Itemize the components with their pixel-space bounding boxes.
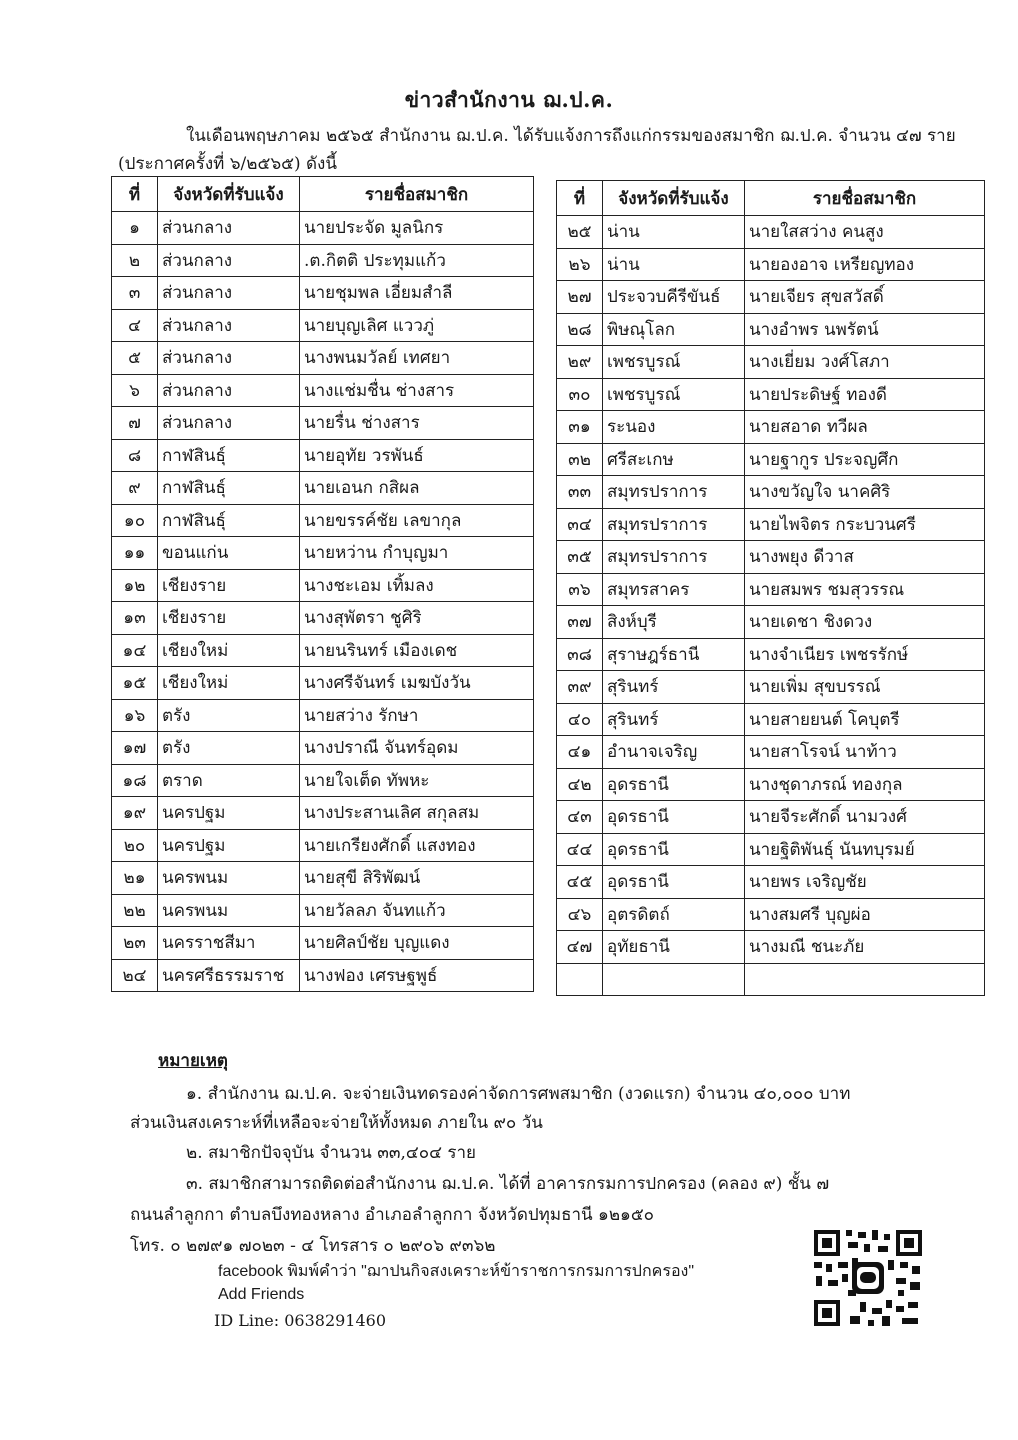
row-number: ๓๙ <box>557 671 603 704</box>
row-number: ๒ <box>112 244 158 277</box>
table-row <box>112 309 534 342</box>
table-row <box>557 931 985 964</box>
row-number: ๒๙ <box>557 346 603 379</box>
table-row <box>112 439 534 472</box>
row-number: ๙ <box>112 472 158 505</box>
row-member-name: นางประสานเลิศ สกุลสม <box>300 797 534 830</box>
row-member-name: นายเอนก กสิผล <box>300 472 534 505</box>
row-number: ๔๖ <box>557 898 603 931</box>
qr-code-icon <box>812 1228 924 1328</box>
row-member-name: นายวัลลภ จันทแก้ว <box>300 894 534 927</box>
table-row <box>112 374 534 407</box>
row-province: นครปฐม <box>158 829 300 862</box>
row-number: ๓๕ <box>557 541 603 574</box>
row-province: ระนอง <box>603 411 745 444</box>
row-member-name: นายสาโรจน์ นาท้าว <box>745 736 985 769</box>
row-number: ๑๗ <box>112 732 158 765</box>
table-row <box>112 569 534 602</box>
row-number: ๗ <box>112 407 158 440</box>
row-province: นครพนม <box>158 894 300 927</box>
table-row <box>112 244 534 277</box>
table-row <box>557 833 985 866</box>
row-number: ๒๒ <box>112 894 158 927</box>
row-province: ศรีสะเกษ <box>603 443 745 476</box>
table-row <box>112 342 534 375</box>
row-member-name: นายฐิติพันธุ์ นันทบุรมย์ <box>745 833 985 866</box>
row-member-name: นายใจเต็ด ทัพหะ <box>300 764 534 797</box>
row-member-name: นางพยุง ดีวาส <box>745 541 985 574</box>
row-number: ๒๔ <box>112 959 158 992</box>
add-friends-text: Add Friends <box>218 1286 305 1303</box>
table-row <box>112 504 534 537</box>
table-row <box>112 472 534 505</box>
row-province: นครปฐม <box>158 797 300 830</box>
table-row <box>557 703 985 736</box>
row-number: ๒๓ <box>112 927 158 960</box>
table-row <box>557 541 985 574</box>
row-member-name: นายสมพร ชมสุวรรณ <box>745 573 985 606</box>
row-province: เชียงใหม่ <box>158 634 300 667</box>
row-member-name: นางอำพร นพรัตน์ <box>745 313 985 346</box>
table-row <box>557 898 985 931</box>
row-number: ๒๐ <box>112 829 158 862</box>
row-province: สุรินทร์ <box>603 671 745 704</box>
phone-fax: โทร. ๐ ๒๗๙๑ ๗๐๒๓ - ๔ โทรสาร ๐ ๒๙๐๖ ๙๓๖๒ <box>130 1236 496 1256</box>
row-member-name: นายขรรค์ชัย เลขากุล <box>300 504 534 537</box>
table-row <box>112 407 534 440</box>
row-number: ๓๓ <box>557 476 603 509</box>
table-row <box>557 216 985 249</box>
row-member-name: นางฟอง เศรษฐพูธ์ <box>300 959 534 992</box>
row-province: ส่วนกลาง <box>158 342 300 375</box>
row-member-name: นางสุพัตรา ชูศิริ <box>300 602 534 635</box>
note-2: ๒. สมาชิกปัจจุบัน จำนวน ๓๓,๔๐๔ ราย <box>186 1143 476 1163</box>
row-member-name: นางจำเนียร เพชรรักษ์ <box>745 638 985 671</box>
header-no: ที่ <box>112 177 158 212</box>
row-member-name: นางสมศรี บุญผ่อ <box>745 898 985 931</box>
row-province: เชียงราย <box>158 602 300 635</box>
table-row <box>557 963 985 996</box>
row-province: อุตรดิตถ์ <box>603 898 745 931</box>
row-number: ๔๒ <box>557 768 603 801</box>
row-member-name: นายประจัด มูลนิกร <box>300 212 534 245</box>
row-number: ๑๒ <box>112 569 158 602</box>
row-province: อำนาจเจริญ <box>603 736 745 769</box>
row-member-name: นายประดิษฐ์ ทองดี <box>745 378 985 411</box>
row-province: ประจวบคีรีขันธ์ <box>603 281 745 314</box>
table-row <box>557 638 985 671</box>
row-member-name: นายบุญเลิศ แววภู่ <box>300 309 534 342</box>
row-province: เพชรบูรณ์ <box>603 346 745 379</box>
row-province <box>603 963 745 996</box>
row-number: ๑ <box>112 212 158 245</box>
row-number: ๑๐ <box>112 504 158 537</box>
table-row <box>112 699 534 732</box>
row-member-name: นายพร เจริญชัย <box>745 866 985 899</box>
table-row <box>557 606 985 639</box>
row-member-name: นางพนมวัลย์ เทศยา <box>300 342 534 375</box>
row-number: ๒๘ <box>557 313 603 346</box>
table-row <box>112 959 534 992</box>
table-row <box>112 829 534 862</box>
row-number: ๓๖ <box>557 573 603 606</box>
row-province: อุทัยธานี <box>603 931 745 964</box>
row-number: ๑๑ <box>112 537 158 570</box>
row-number: ๑๘ <box>112 764 158 797</box>
table-row <box>557 313 985 346</box>
table-row <box>557 573 985 606</box>
row-member-name <box>745 963 985 996</box>
row-province: ส่วนกลาง <box>158 277 300 310</box>
row-member-name: นายไพจิตร กระบวนศรี <box>745 508 985 541</box>
row-number: ๔๐ <box>557 703 603 736</box>
row-province: ตรัง <box>158 732 300 765</box>
row-province: อุดรธานี <box>603 833 745 866</box>
note-1-line-1: ๑. สำนักงาน ฌ.ป.ค. จะจ่ายเงินทดรองค่าจัดการศพสมาชิก (งวดแรก) จำนวน ๔๐,๐๐๐ บาท <box>186 1084 851 1104</box>
row-member-name: นายสุขี สิริพัฒน์ <box>300 862 534 895</box>
row-number: ๓ <box>112 277 158 310</box>
table-row <box>112 537 534 570</box>
page-title: ข่าวสำนักงาน ฌ.ป.ค. <box>404 87 614 112</box>
table-header-row <box>112 177 534 212</box>
table-row <box>112 797 534 830</box>
row-member-name: นายเกรียงศักดิ์ แสงทอง <box>300 829 534 862</box>
table-row <box>557 443 985 476</box>
row-number: ๒๗ <box>557 281 603 314</box>
row-member-name: นายศิลป์ชัย บุญแดง <box>300 927 534 960</box>
row-number: ๔๗ <box>557 931 603 964</box>
row-number: ๓๗ <box>557 606 603 639</box>
row-number: ๑๖ <box>112 699 158 732</box>
row-member-name: นางเยี่ยม วงศ์โสภา <box>745 346 985 379</box>
header-name: รายชื่อสมาชิก <box>745 181 985 216</box>
table-row <box>557 768 985 801</box>
row-province: นครพนม <box>158 862 300 895</box>
row-member-name: นายสอาด ทวีผล <box>745 411 985 444</box>
table-row <box>112 634 534 667</box>
row-number: ๒๕ <box>557 216 603 249</box>
row-province: ส่วนกลาง <box>158 407 300 440</box>
row-member-name: นางขวัญใจ นาคศิริ <box>745 476 985 509</box>
row-number: ๒๑ <box>112 862 158 895</box>
row-province: กาฬสินธุ์ <box>158 472 300 505</box>
table-row <box>112 212 534 245</box>
table-row <box>557 346 985 379</box>
row-province: อุดรธานี <box>603 866 745 899</box>
members-table-right <box>556 180 985 996</box>
note-1-line-2: ส่วนเงินสงเคราะห์ที่เหลือจะจ่ายให้ทั้งหมด ภายใน ๙๐ วัน <box>130 1113 543 1133</box>
row-province: สิงห์บุรี <box>603 606 745 639</box>
row-province: สุรินทร์ <box>603 703 745 736</box>
row-member-name: นายเพิ่ม สุขบรรณ์ <box>745 671 985 704</box>
row-number: ๓๑ <box>557 411 603 444</box>
table-row <box>557 508 985 541</box>
row-number: ๓๒ <box>557 443 603 476</box>
table-row <box>557 476 985 509</box>
row-number: ๒๖ <box>557 248 603 281</box>
header-no: ที่ <box>557 181 603 216</box>
row-member-name: นางชุดาภรณ์ ทองกุล <box>745 768 985 801</box>
notes-heading: หมายเหตุ <box>158 1051 228 1071</box>
header-name: รายชื่อสมาชิก <box>300 177 534 212</box>
row-member-name: นางชะเอม เทิ้มลง <box>300 569 534 602</box>
row-number: ๔ <box>112 309 158 342</box>
table-row <box>112 277 534 310</box>
row-province: สมุทรปราการ <box>603 508 745 541</box>
note-3-line-2: ถนนลำลูกกา ตำบลบึงทองหลาง อำเภอลำลูกกา จังหวัดปทุมธานี ๑๒๑๕๐ <box>130 1205 655 1225</box>
row-member-name: นางแช่มชื่น ช่างสาร <box>300 374 534 407</box>
row-member-name: นายรื่น ช่างสาร <box>300 407 534 440</box>
table-row <box>557 281 985 314</box>
header-province: จังหวัดที่รับแจ้ง <box>603 181 745 216</box>
row-member-name: นายหว่าน กำบุญมา <box>300 537 534 570</box>
table-row <box>557 248 985 281</box>
table-row <box>112 602 534 635</box>
row-member-name: นายอุทัย วรพันธ์ <box>300 439 534 472</box>
row-number: ๔๑ <box>557 736 603 769</box>
row-member-name: .ต.กิตติ ประทุมแก้ว <box>300 244 534 277</box>
line-id: ID Line: 0638291460 <box>214 1311 387 1330</box>
row-province: เชียงราย <box>158 569 300 602</box>
row-member-name: นางศรีจันทร์ เมฆบังวัน <box>300 667 534 700</box>
row-province: ตราด <box>158 764 300 797</box>
row-number <box>557 963 603 996</box>
table-row <box>557 671 985 704</box>
row-number: ๑๙ <box>112 797 158 830</box>
row-member-name: นายจีระศักดิ์ นามวงศ์ <box>745 801 985 834</box>
row-province: ส่วนกลาง <box>158 374 300 407</box>
row-number: ๑๕ <box>112 667 158 700</box>
facebook-info: facebook พิมพ์คำว่า "ฌาปนกิจสงเคราะห์ข้าราชการกรมการปกครอง" <box>218 1263 695 1280</box>
table-row <box>557 801 985 834</box>
row-number: ๑๓ <box>112 602 158 635</box>
row-province: เพชรบูรณ์ <box>603 378 745 411</box>
table-row <box>557 736 985 769</box>
row-number: ๓๐ <box>557 378 603 411</box>
intro-line-1: ในเดือนพฤษภาคม ๒๕๖๕ สำนักงาน ฌ.ป.ค. ได้รับแจ้งการถึงแก่กรรมของสมาชิก ฌ.ป.ค. จำนวน ๔๗ ราย <box>186 126 956 146</box>
row-number: ๓๘ <box>557 638 603 671</box>
row-province: น่าน <box>603 216 745 249</box>
row-province: ตรัง <box>158 699 300 732</box>
row-province: นครศรีธรรมราช <box>158 959 300 992</box>
table-row <box>112 862 534 895</box>
table-row <box>112 894 534 927</box>
row-number: ๓๔ <box>557 508 603 541</box>
table-row <box>112 927 534 960</box>
row-province: น่าน <box>603 248 745 281</box>
row-province: เชียงใหม่ <box>158 667 300 700</box>
row-province: พิษณุโลก <box>603 313 745 346</box>
row-province: กาฬสินธุ์ <box>158 439 300 472</box>
table-row <box>557 378 985 411</box>
row-member-name: นายฐากูร ประจญศึก <box>745 443 985 476</box>
row-province: ขอนแก่น <box>158 537 300 570</box>
row-member-name: นายองอาจ เหรียญทอง <box>745 248 985 281</box>
table-row <box>557 866 985 899</box>
row-province: ส่วนกลาง <box>158 309 300 342</box>
row-member-name: นายชุมพล เอี่ยมสำลี <box>300 277 534 310</box>
row-member-name: นายนรินทร์ เมืองเดช <box>300 634 534 667</box>
row-number: ๔๕ <box>557 866 603 899</box>
row-province: นครราชสีมา <box>158 927 300 960</box>
row-province: กาฬสินธุ์ <box>158 504 300 537</box>
row-province: สุราษฎร์ธานี <box>603 638 745 671</box>
members-table-left <box>111 176 534 992</box>
table-row <box>112 667 534 700</box>
row-number: ๘ <box>112 439 158 472</box>
row-province: ส่วนกลาง <box>158 212 300 245</box>
row-number: ๕ <box>112 342 158 375</box>
row-member-name: นายเจียร สุขสวัสดิ์ <box>745 281 985 314</box>
table-header-row <box>557 181 985 216</box>
row-province: อุดรธานี <box>603 768 745 801</box>
header-province: จังหวัดที่รับแจ้ง <box>158 177 300 212</box>
intro-line-2: (ประกาศครั้งที่ ๖/๒๕๖๕) ดังนี้ <box>118 154 337 174</box>
table-row <box>112 764 534 797</box>
row-member-name: นายสายยนต์ โคบุตรี <box>745 703 985 736</box>
row-member-name: นายสว่าง รักษา <box>300 699 534 732</box>
note-3-line-1: ๓. สมาชิกสามารถติดต่อสำนักงาน ฌ.ป.ค. ได้ที่ อาคารกรมการปกครอง (คลอง ๙) ชั้น ๗ <box>186 1174 830 1194</box>
table-row <box>557 411 985 444</box>
row-member-name: นางปราณี จันทร์อุดม <box>300 732 534 765</box>
table-row <box>112 732 534 765</box>
row-number: ๔๔ <box>557 833 603 866</box>
row-province: อุดรธานี <box>603 801 745 834</box>
row-number: ๖ <box>112 374 158 407</box>
row-province: สมุทรสาคร <box>603 573 745 606</box>
row-member-name: นายใสสว่าง คนสูง <box>745 216 985 249</box>
row-number: ๔๓ <box>557 801 603 834</box>
row-number: ๑๔ <box>112 634 158 667</box>
row-member-name: นายเดชา ชิงดวง <box>745 606 985 639</box>
row-province: ส่วนกลาง <box>158 244 300 277</box>
row-member-name: นางมณี ชนะภัย <box>745 931 985 964</box>
row-province: สมุทรปราการ <box>603 476 745 509</box>
row-province: สมุทรปราการ <box>603 541 745 574</box>
